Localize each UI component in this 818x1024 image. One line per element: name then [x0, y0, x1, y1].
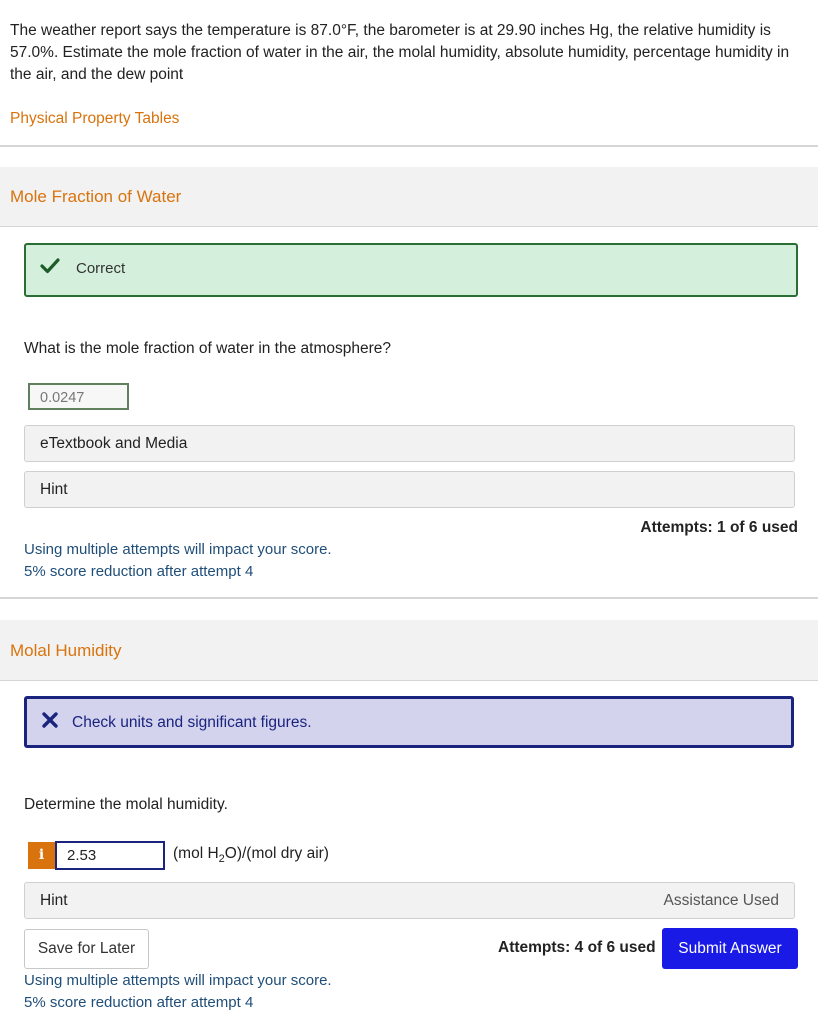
- panel-label: eTextbook and Media: [40, 435, 188, 452]
- divider: [0, 597, 818, 599]
- score-note-line: Using multiple attempts will impact your score.: [24, 972, 332, 989]
- unit-label: [173, 845, 329, 865]
- info-icon[interactable]: i: [28, 842, 55, 869]
- unit-suffix: O)/(mol dry air): [224, 845, 329, 862]
- section-title: Mole Fraction of Water: [10, 187, 182, 206]
- section-header-mole-fraction: [0, 167, 818, 227]
- feedback-label: Check units and significant figures.: [72, 714, 312, 731]
- score-note-line: 5% score reduction after attempt 4: [24, 994, 254, 1011]
- divider: [0, 145, 818, 147]
- answer-field-readonly: 0.0247: [28, 383, 129, 410]
- question-text: The weather report says the temperature is 87.0°F, the barometer is at 29.90 inches Hg, the relative humidity is 57.0%. Estimate the mole fraction of water in the air, the molal humidity, absolute humidity, percentage humidity in the air, and the dew point: [10, 22, 790, 83]
- physical-property-tables-link[interactable]: Physical Property Tables: [10, 110, 180, 127]
- answer-input[interactable]: [55, 841, 165, 870]
- attempts-counter: Attempts: 4 of 6 used: [498, 939, 656, 956]
- assistance-used-label: Assistance Used: [663, 892, 779, 909]
- save-for-later-button[interactable]: Save for Later: [24, 929, 149, 969]
- question-prompt: What is the mole fraction of water in the atmosphere?: [24, 340, 392, 357]
- submit-answer-button[interactable]: Submit Answer: [662, 928, 798, 969]
- panel-label: Hint: [40, 892, 68, 909]
- section-title: Molal Humidity: [10, 641, 122, 660]
- question-prompt: Determine the molal humidity.: [24, 796, 228, 813]
- hint-panel[interactable]: [24, 471, 795, 508]
- hint-panel[interactable]: [24, 882, 795, 919]
- score-note: [24, 970, 332, 1014]
- score-note-line: Using multiple attempts will impact your score.: [24, 541, 332, 558]
- panel-label: Hint: [40, 481, 68, 498]
- feedback-label: Correct: [76, 260, 126, 277]
- unit-subscript: 2: [218, 853, 225, 866]
- attempts-counter: Attempts: 1 of 6 used: [640, 519, 798, 536]
- correct-feedback-box: [24, 243, 798, 297]
- section-header-molal-humidity: [0, 620, 818, 681]
- score-note: [24, 539, 332, 583]
- unit-prefix: (mol H: [173, 845, 219, 862]
- checkmark-icon: [40, 256, 60, 276]
- x-mark-icon: [41, 711, 59, 729]
- error-feedback-box: [24, 696, 794, 748]
- etextbook-media-panel[interactable]: [24, 425, 795, 462]
- score-note-line: 5% score reduction after attempt 4: [24, 563, 254, 580]
